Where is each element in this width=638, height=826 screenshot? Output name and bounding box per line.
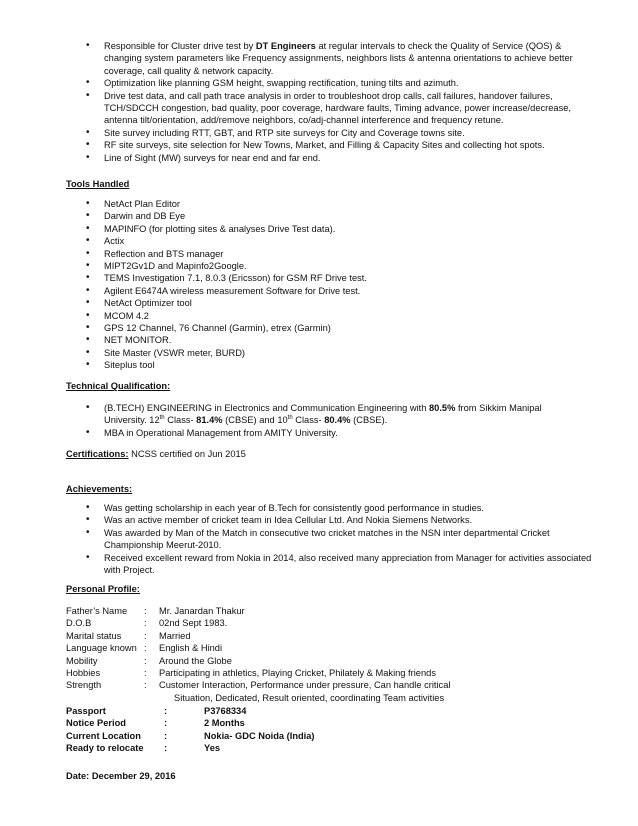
profile-row: Language known : English & Hindi: [66, 643, 223, 654]
profile-row: Father’s Name : Mr. Janardan Thakur: [66, 606, 245, 616]
qualification-section: [0, 402, 638, 439]
list-item: • MAPINFO (for plotting sites & analyses Drive Test data).: [0, 223, 638, 235]
profile-row: Strength : Customer Interaction, Performance under pressure, Can handle critical Situation, Dedicated, Result oriented, coordinating Team activities: [66, 680, 451, 703]
document-date: Date: December 29, 2016: [66, 771, 176, 781]
profile-row: Marital status : Married: [66, 630, 191, 641]
list-item: • Optimization like planning GSM height, swapping rectification, tuning tilts and azimuth.: [0, 77, 638, 89]
qualification-heading: Technical Qualification:: [66, 381, 171, 391]
list-item: • Was getting scholarship in each year of B.Tech for consistently good performance in studies.: [0, 502, 638, 514]
certifications: Certifications: NCSS certified on Jun 2015: [66, 449, 246, 459]
profile-table: [66, 605, 586, 704]
details-table: [66, 705, 315, 755]
list-item: • NetAct Plan Editor: [0, 198, 638, 210]
achievements-section: [0, 502, 638, 576]
profile-row: Hobbies : Participating in athletics, Playing Cricket, Philately & Making friends: [66, 668, 436, 679]
list-item: • Darwin and DB Eye: [0, 210, 638, 222]
achievements-heading: Achievements:: [66, 484, 133, 494]
profile-row: D.O.B : 02nd Sept 1983.: [66, 618, 228, 629]
list-item: • MIPT2Gv1D and Mapinfo2Google.: [0, 260, 638, 272]
list-item: • RF site surveys, site selection for New Towns, Market, and Filling & Capacity Sites and collecting hot spots.: [0, 139, 638, 151]
list-item: • Reflection and BTS manager: [0, 248, 638, 260]
details-row: Notice Period : 2 Months: [66, 718, 245, 729]
certifications-label: Certifications:: [66, 449, 129, 459]
list-item: • Site survey including RTT, GBT, and RTP site surveys for City and Coverage towns site.: [0, 127, 638, 139]
list-item: • NET MONITOR.: [0, 334, 638, 346]
list-item: • Responsible for Cluster drive test by DT Engineers at regular intervals to check the Quality of Service (QOS) & changing system parameters like Frequency assignments, neighbors lists & antenna orientations to achieve better coverage, call quality & network capacity.: [0, 40, 638, 77]
list-item: • Site Master (VSWR meter, BURD): [0, 347, 638, 359]
list-item: • Drive test data, and call path trace analysis in order to troubleshoot drop calls, call failures, handover failures, TCH/SDCCH congestion, bad quality, poor coverage, hardware faults, Timing advance, power increase/decrease, antenna tilt/orientation, add/remove neighbors, co/adj-channel interference and frequency retune.: [0, 90, 638, 127]
list-item: • Received excellent reward from Nokia in 2014, also received many appreciation from Manager for activities associated with Project.: [0, 552, 638, 577]
list-item: • Was awarded by Man of the Match in consecutive two cricket matches in the NSN inter departmental Cricket Championship Meerut-2010.: [0, 527, 638, 552]
details-row: Passport : P3768334: [66, 706, 247, 716]
profile-heading: Personal Profile:: [66, 584, 140, 594]
list-item: • Siteplus tool: [0, 359, 638, 371]
responsibilities-section: [0, 40, 638, 164]
profile-row: Mobility : Around the Globe: [66, 655, 232, 666]
list-item: • TEMS Investigation 7.1, 8.0.3 (Ericsson) for GSM RF Drive test.: [0, 272, 638, 284]
qualification-list: [0, 402, 638, 439]
achievements-list: [0, 502, 638, 576]
responsibilities-list: [0, 40, 638, 164]
list-item: • Agilent E6474A wireless measurement Software for Drive test.: [0, 285, 638, 297]
list-item: • (B.TECH) ENGINEERING in Electronics and Communication Engineering with 80.5% from Sikkim Manipal University. 12th Class- 81.4% (CBSE) and 10th Class- 80.4% (CBSE).: [0, 402, 638, 427]
list-item: • MCOM 4.2: [0, 310, 638, 322]
tools-section: [0, 198, 638, 372]
tools-list: [0, 198, 638, 372]
list-item: • NetAct Optimizer tool: [0, 297, 638, 309]
list-item: • Was an active member of cricket team in Idea Cellular Ltd. And Nokia Siemens Networks.: [0, 514, 638, 526]
list-item: • Line of Sight (MW) surveys for near end and far end.: [0, 152, 638, 164]
list-item: • GPS 12 Channel, 76 Channel (Garmin), etrex (Garmin): [0, 322, 638, 334]
list-item: • Actix: [0, 235, 638, 247]
details-row: Ready to relocate : Yes: [66, 743, 221, 754]
tools-heading: Tools Handled: [66, 179, 130, 189]
list-item: • MBA in Operational Management from AMITY University.: [0, 427, 638, 439]
details-row: Current Location : Nokia- GDC Noida (India): [66, 730, 315, 741]
